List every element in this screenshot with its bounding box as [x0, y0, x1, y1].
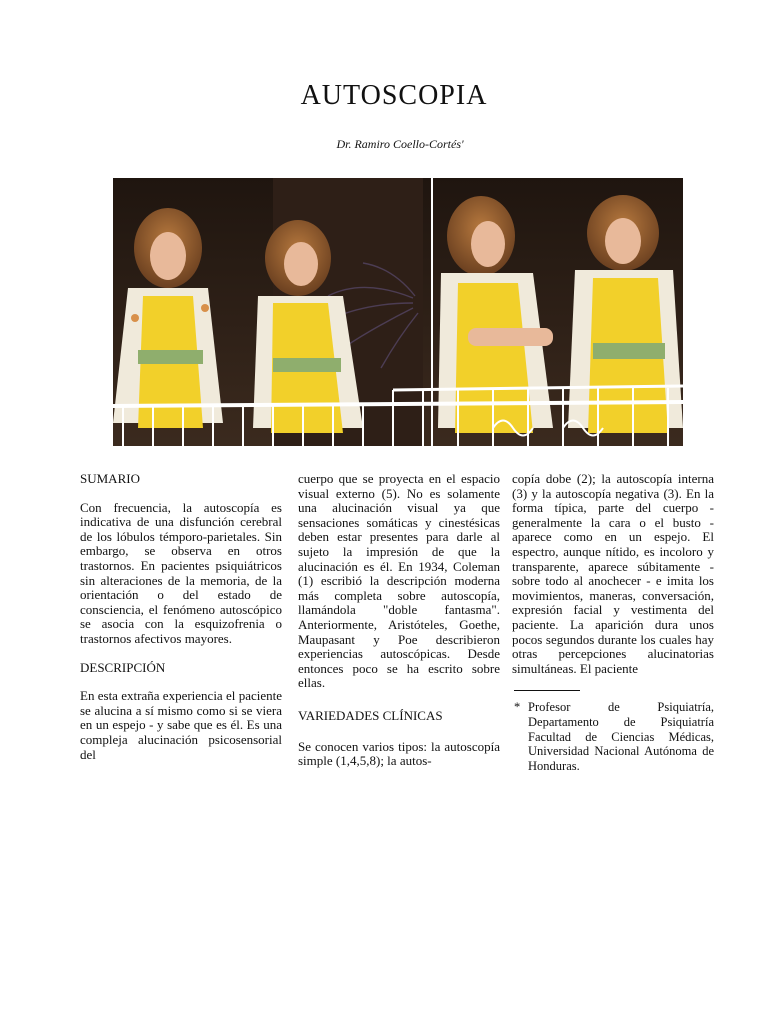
- paragraph: En esta extraña experiencia el paciente se alucina a sí mismo como si se viera en un espejo - y sabe que es él. Es una compleja alucinación psicosensorial del: [80, 688, 282, 762]
- text-column-1: [80, 472, 282, 776]
- page-title: AUTOSCOPIA: [300, 80, 488, 111]
- footnote-marker: *: [514, 700, 521, 715]
- paragraph: cuerpo que se proyecta en el espacio visual externo (5). No es solamente una alucinación visual ya que sensaciones somáticas y cinestésicas deben estar presentes para darle al sujeto la impresión de que la alucinación es él. En 1934, Coleman (1) escribió la descripción moderna más completa sobre autoscopía, llamándola "doble fantasma". Anteriormente, Aristóteles, Goethe, Maupasant y Poe describieron experiencias autoscópicas. Desde entonces poco se ha escrito sobre ellas.: [298, 471, 500, 691]
- footnote-text: Profesor de Psiquiatría, Departamento de Psiquiatría Facultad de Ciencias Médicas, Universidad Nacional Autónoma de Honduras.: [528, 700, 714, 773]
- paragraph: Con frecuencia, la autoscopía es indicativa de una disfunción cerebral de los lóbulos témporo-parietales. Sin embargo, se observa en otros trastornos. En pacientes psiquiátricos sin alteraciones de la memoria, de la orientación o del estado de consciencia, el fenómeno autoscópico se asocia con la esquizofrenia o trastornos afectivos mayores.: [80, 499, 282, 646]
- paragraph: Se conocen varios tipos: la autoscopía simple (1,4,5,8); la autos-: [298, 738, 500, 769]
- paragraph: copía dobe (2); la autoscopía interna (3) y la autoscopía negativa (3). En la forma típica, parte del cuerpo - generalmente la cara o el busto - aparece como en un espejo. El espectro, aunque nítido, es incoloro y transparente, aparece súbitamente - sobre todo al anochecer - e imita los movimientos, maneras, conversación, expresión facial y vestimenta del paciente. La aparición dura unos pocos segundos durante los cuales hay otras percepciones alucinatorias simultáneas. El paciente: [512, 471, 714, 676]
- section-heading-sumario: SUMARIO: [80, 471, 140, 486]
- author-line: Dr. Ramiro Coello-Cortés': [336, 137, 464, 151]
- text-column-2: [298, 472, 500, 783]
- footnote: [512, 700, 714, 773]
- text-column-3: [512, 472, 714, 773]
- section-heading-variedades: VARIEDADES CLÍNICAS: [298, 707, 443, 723]
- footnote-divider: [514, 690, 580, 691]
- section-heading-descripcion: DESCRIPCIÓN: [80, 659, 166, 675]
- four-women-photograph: [113, 178, 683, 446]
